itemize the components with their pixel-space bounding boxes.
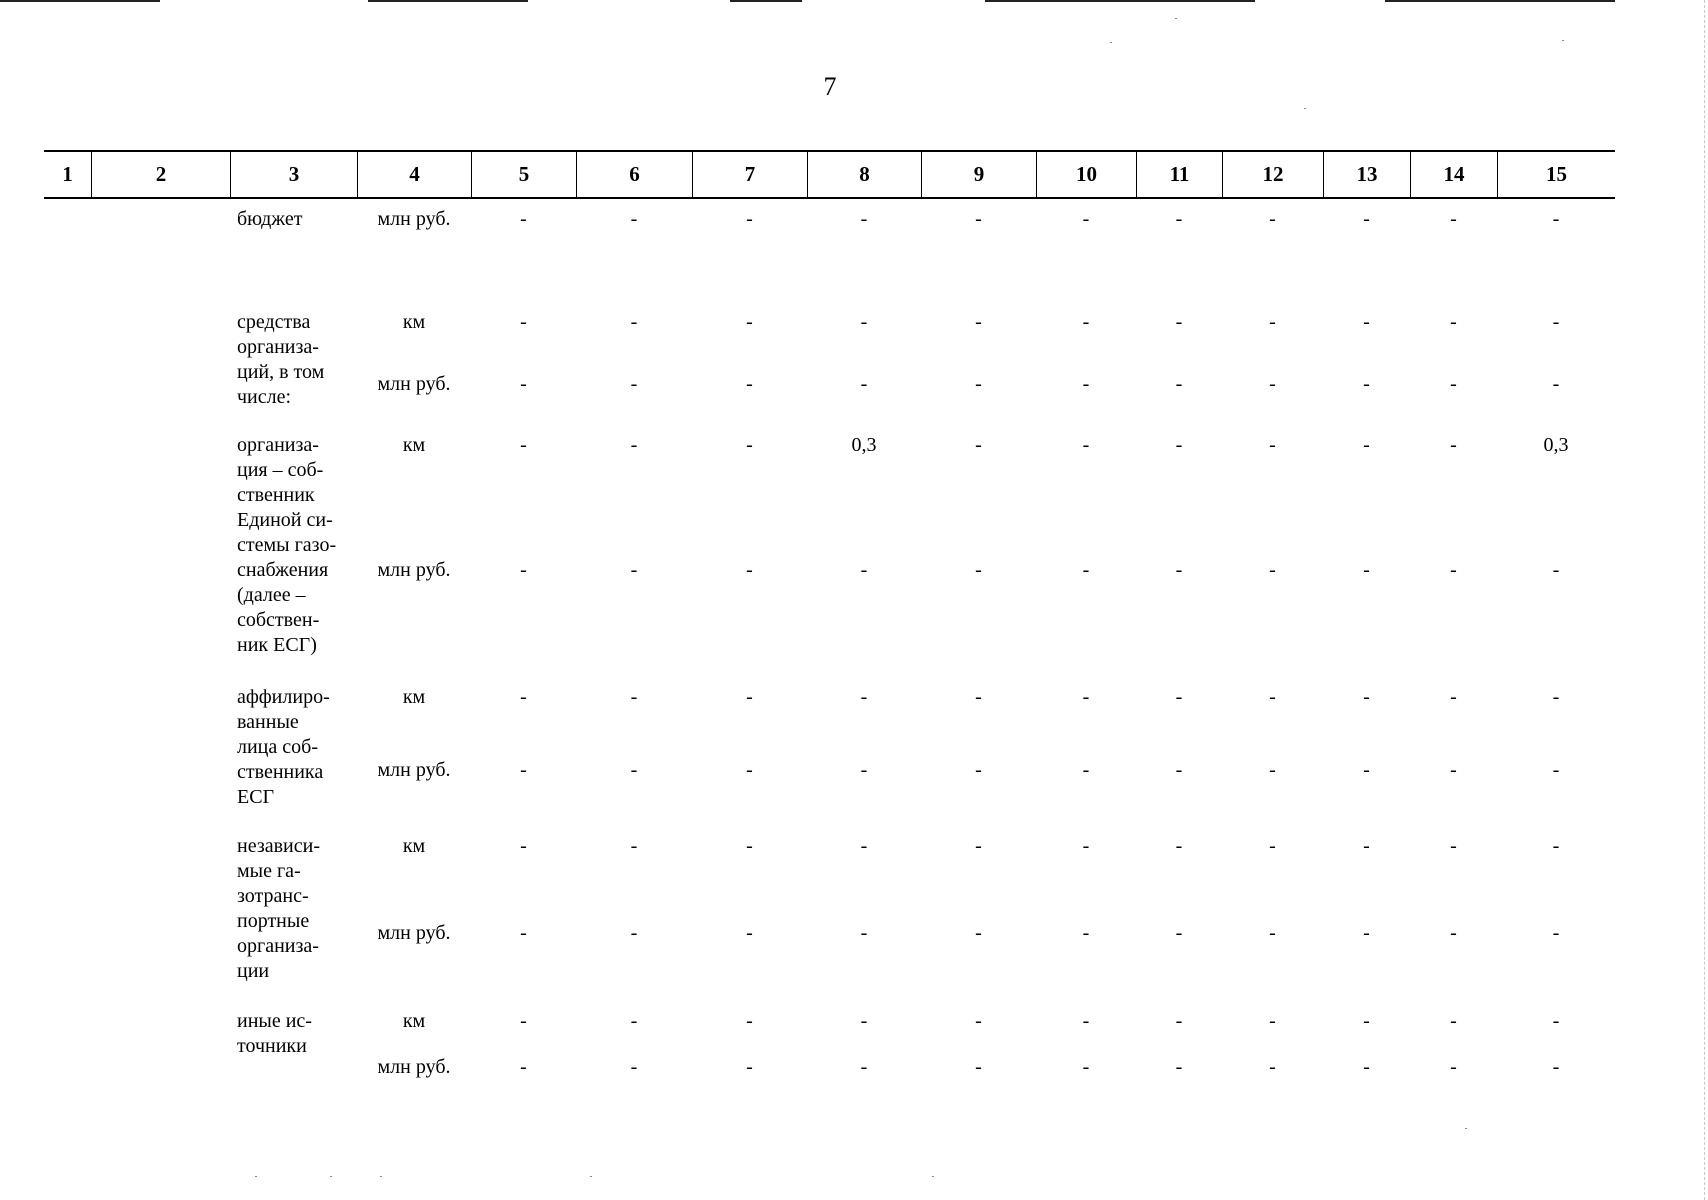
value-cell: -	[1269, 373, 1276, 395]
scan-speck	[590, 1176, 592, 1177]
value-cell: -	[1175, 1010, 1183, 1032]
header-cell: 14	[1410, 152, 1497, 197]
value-cell: -	[630, 1010, 638, 1032]
value-cell: -	[1450, 559, 1457, 581]
value-cell: -	[746, 311, 753, 333]
value-cell: -	[1175, 686, 1183, 708]
value-cell: -	[1363, 311, 1370, 333]
value-cell: -	[1552, 208, 1560, 230]
value-cell: -	[746, 434, 753, 456]
value-cell: -	[975, 686, 982, 708]
unit-label: км	[402, 686, 426, 708]
value-cell: -	[975, 373, 982, 395]
unit-label: млн руб.	[377, 922, 451, 944]
value-cell: -	[1363, 1010, 1370, 1032]
value-cell: -	[1175, 835, 1183, 857]
value-cell: -	[1450, 311, 1457, 333]
unit-label: млн руб.	[377, 373, 451, 395]
value-cell: -	[1363, 1056, 1370, 1078]
scan-artifact	[730, 0, 802, 2]
value-cell: -	[1450, 373, 1457, 395]
value-cell: -	[520, 1010, 527, 1032]
row-label: бюджет	[237, 208, 303, 230]
value-cell: -	[1363, 759, 1370, 781]
row-label: аффилиро- ванные лица соб- ственника ЕСГ	[237, 686, 330, 808]
value-cell: -	[975, 1056, 982, 1078]
value-cell: -	[975, 559, 982, 581]
value-cell: -	[860, 559, 868, 581]
value-cell: -	[1269, 1010, 1276, 1032]
value-cell: -	[1363, 208, 1370, 230]
value-cell: -	[860, 922, 868, 944]
value-cell: -	[1082, 311, 1090, 333]
value-cell: -	[1082, 922, 1090, 944]
value-cell: -	[1175, 759, 1183, 781]
value-cell: -	[1082, 835, 1090, 857]
value-cell: -	[1552, 686, 1560, 708]
value-cell: -	[975, 1010, 982, 1032]
value-cell: -	[630, 686, 638, 708]
value-cell: -	[1363, 922, 1370, 944]
scan-artifact	[1385, 0, 1615, 2]
scan-speck	[255, 1176, 257, 1177]
value-cell: -	[860, 686, 868, 708]
header-cell: 1	[62, 162, 73, 186]
value-cell: -	[746, 686, 753, 708]
value-cell: -	[860, 373, 868, 395]
value-cell: -	[630, 208, 638, 230]
value-cell: -	[1175, 1056, 1183, 1078]
value-cell: -	[1269, 759, 1276, 781]
value-cell: -	[520, 1056, 527, 1078]
header-cell: 6	[576, 152, 692, 197]
value-cell: -	[746, 759, 753, 781]
header-cell: 7	[692, 152, 807, 197]
header-cell: 12	[1222, 152, 1323, 197]
value-cell: -	[520, 686, 527, 708]
scan-speck	[1175, 18, 1177, 19]
row-label: средства организа- ций, в том числе:	[237, 311, 325, 408]
value-cell: -	[630, 559, 638, 581]
value-cell: -	[1552, 759, 1560, 781]
scan-speck	[1562, 40, 1564, 41]
unit-label: км	[402, 434, 426, 456]
value-cell: -	[975, 311, 982, 333]
value-cell: -	[746, 559, 753, 581]
value-cell: -	[1269, 686, 1276, 708]
value-cell: -	[1269, 835, 1276, 857]
value-cell: -	[1363, 559, 1370, 581]
value-cell: -	[746, 1056, 753, 1078]
value-cell: -	[975, 208, 982, 230]
scan-artifact	[368, 0, 528, 2]
unit-label: млн руб.	[377, 559, 451, 581]
value-cell: -	[1082, 559, 1090, 581]
value-cell: -	[1269, 922, 1276, 944]
value-cell: -	[1450, 1010, 1457, 1032]
scan-artifact	[985, 0, 1255, 2]
value-cell: -	[520, 434, 527, 456]
scan-speck	[1110, 42, 1112, 43]
value-cell: -	[630, 311, 638, 333]
value-cell: -	[1175, 559, 1183, 581]
value-cell: -	[630, 1056, 638, 1078]
value-cell: -	[1552, 922, 1560, 944]
value-cell: -	[1552, 1010, 1560, 1032]
unit-label: км	[402, 1010, 426, 1032]
scan-speck	[932, 1176, 934, 1177]
value-cell: -	[1082, 686, 1090, 708]
value-cell: -	[746, 835, 753, 857]
value-cell: -	[1175, 311, 1183, 333]
scan-artifact	[0, 0, 160, 2]
value-cell: -	[520, 373, 527, 395]
value-cell: -	[975, 759, 982, 781]
value-cell: -	[520, 311, 527, 333]
value-cell: -	[860, 311, 868, 333]
value-cell: -	[860, 1056, 868, 1078]
value-cell: -	[520, 759, 527, 781]
header-cell: 5	[471, 152, 576, 197]
value-cell: -	[630, 759, 638, 781]
value-cell: -	[1175, 373, 1183, 395]
value-cell: -	[1175, 208, 1183, 230]
value-cell: -	[1450, 686, 1457, 708]
value-cell: -	[630, 922, 638, 944]
value-cell: -	[1552, 1056, 1560, 1078]
row-label: организа- ция – соб- ственник Единой си- стемы газо- снабжения (далее – собствен- ник ЕСГ)	[237, 434, 337, 656]
value-cell: -	[746, 922, 753, 944]
header-cell: 15	[1497, 152, 1615, 197]
row-label: иные ис- точники	[237, 1010, 312, 1057]
value-cell: -	[1082, 434, 1090, 456]
header-cell: 9	[921, 152, 1036, 197]
value-cell: -	[1552, 835, 1560, 857]
value-cell: -	[630, 434, 638, 456]
header-cell: 2	[91, 152, 230, 197]
unit-label: млн руб.	[377, 1056, 451, 1078]
value-cell: -	[746, 1010, 753, 1032]
value-cell: -	[1363, 835, 1370, 857]
value-cell: 0,3	[1543, 434, 1569, 456]
table-header-row	[44, 150, 1615, 199]
value-cell: -	[1450, 1056, 1457, 1078]
row-label: независи- мые га- зотранс- портные организа- ции	[237, 835, 320, 982]
value-cell: -	[975, 835, 982, 857]
value-cell: -	[1552, 373, 1560, 395]
value-cell: -	[1082, 759, 1090, 781]
scan-speck	[1304, 108, 1306, 109]
value-cell: -	[1082, 208, 1090, 230]
value-cell: -	[746, 373, 753, 395]
value-cell: -	[975, 922, 982, 944]
value-cell: -	[1269, 1056, 1276, 1078]
unit-label: млн руб.	[377, 759, 451, 781]
value-cell: -	[630, 835, 638, 857]
value-cell: -	[1363, 686, 1370, 708]
value-cell: -	[1269, 434, 1276, 456]
value-cell: -	[746, 208, 753, 230]
header-cell: 8	[807, 152, 921, 197]
value-cell: 0,3	[851, 434, 877, 456]
value-cell: -	[860, 1010, 868, 1032]
value-cell: -	[1363, 373, 1370, 395]
value-cell: -	[520, 559, 527, 581]
value-cell: -	[1552, 559, 1560, 581]
value-cell: -	[1082, 373, 1090, 395]
value-cell: -	[975, 434, 982, 456]
header-cell: 4	[357, 152, 471, 197]
value-cell: -	[1450, 208, 1457, 230]
page-number: 7	[823, 72, 837, 101]
unit-label: км	[402, 311, 426, 333]
value-cell: -	[860, 835, 868, 857]
value-cell: -	[1450, 922, 1457, 944]
value-cell: -	[1269, 559, 1276, 581]
scan-speck	[380, 1176, 382, 1177]
header-cell: 13	[1323, 152, 1410, 197]
value-cell: -	[630, 373, 638, 395]
value-cell: -	[1450, 759, 1457, 781]
value-cell: -	[1082, 1010, 1090, 1032]
value-cell: -	[860, 208, 868, 230]
header-cell: 11	[1136, 152, 1222, 197]
value-cell: -	[1175, 434, 1183, 456]
value-cell: -	[1450, 835, 1457, 857]
value-cell: -	[1450, 434, 1457, 456]
value-cell: -	[1363, 434, 1370, 456]
value-cell: -	[520, 835, 527, 857]
value-cell: -	[1175, 922, 1183, 944]
value-cell: -	[1082, 1056, 1090, 1078]
scan-speck	[330, 1176, 332, 1177]
value-cell: -	[520, 208, 527, 230]
header-cell: 3	[230, 152, 357, 197]
header-cell: 10	[1036, 152, 1136, 197]
scan-edge	[1704, 0, 1706, 1200]
value-cell: -	[860, 759, 868, 781]
value-cell: -	[1269, 311, 1276, 333]
unit-label: км	[402, 835, 426, 857]
unit-label: млн руб.	[377, 208, 451, 230]
value-cell: -	[1269, 208, 1276, 230]
value-cell: -	[520, 922, 527, 944]
value-cell: -	[1552, 311, 1560, 333]
scan-speck	[1465, 1128, 1467, 1129]
